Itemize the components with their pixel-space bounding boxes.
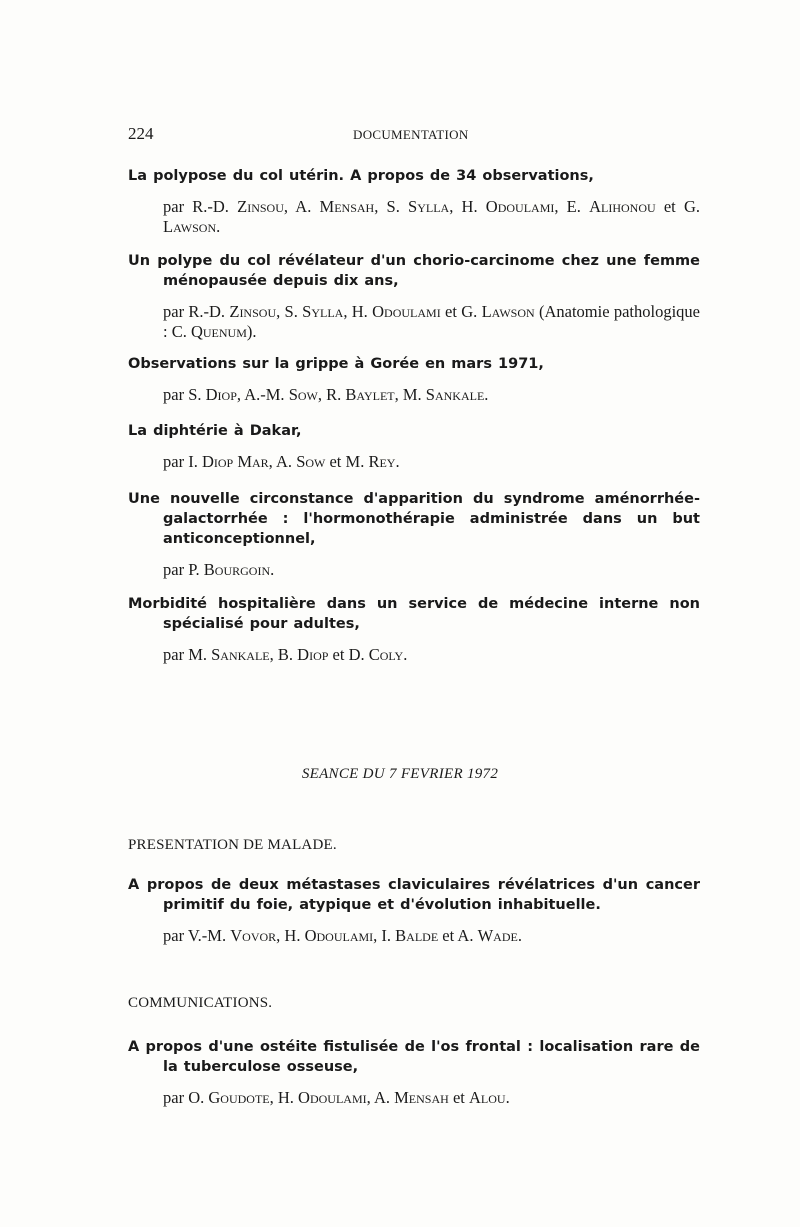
author-text: et M. <box>325 452 369 471</box>
author-name: Baylet <box>345 385 395 404</box>
author-name: Balde <box>395 926 439 945</box>
bibliography-entry <box>128 166 700 237</box>
author-name: Sankale <box>425 385 485 404</box>
entry-authors <box>128 302 700 342</box>
author-text: par R.-D. <box>163 197 238 216</box>
author-text: , A. <box>268 452 297 471</box>
author-text: et D. <box>328 645 369 664</box>
entry-title: Morbidité hospitalière dans un service de médecine interne non spécialisé pour adultes, <box>128 596 700 632</box>
author-name: Sow <box>296 452 326 471</box>
author-text: ). <box>246 322 257 341</box>
page-number: 224 <box>128 124 154 143</box>
author-text: . <box>403 645 408 664</box>
author-text: et G. <box>440 302 482 321</box>
section-heading-communications: COMMUNICATIONS. <box>128 995 273 1011</box>
author-name: Coly <box>368 645 404 664</box>
author-name: Sow <box>288 385 318 404</box>
author-name: Mensah <box>319 197 375 216</box>
session-heading: SEANCE DU 7 FEVRIER 1972 <box>301 766 499 782</box>
author-text: par P. <box>163 560 204 579</box>
bibliography-entry <box>128 594 700 665</box>
author-text: et <box>448 1088 469 1107</box>
author-name: Diop Mar <box>201 452 269 471</box>
bibliography-entry <box>128 251 700 342</box>
author-text: . <box>395 452 400 471</box>
entry-title: A propos de deux métastases claviculaires révélatrices d'un cancer primitif du foie, atypique et d'évolution inhabituelle. <box>128 877 700 913</box>
author-text: par V.-M. <box>163 926 231 945</box>
author-text: et A. <box>438 926 478 945</box>
author-text: , H. <box>343 302 373 321</box>
author-name: Sylla <box>302 302 344 321</box>
author-text: par S. <box>163 385 206 404</box>
author-name: Odoulami <box>298 1088 367 1107</box>
author-name: Quenum <box>190 322 247 341</box>
author-text: par I. <box>163 452 202 471</box>
author-text: . <box>505 1088 510 1107</box>
entry-authors <box>128 452 700 472</box>
author-text: , S. <box>276 302 303 321</box>
entry-title: A propos d'une ostéite fistulisée de l'os frontal : localisation rare de la tuberculose osseuse, <box>128 1039 700 1075</box>
entry-authors <box>128 560 700 580</box>
author-text: par O. <box>163 1088 209 1107</box>
bibliography-entry <box>128 875 700 946</box>
author-name: Bourgoin <box>203 560 271 579</box>
author-text: , R. <box>317 385 346 404</box>
bibliography-entry <box>128 354 700 405</box>
author-text: , A. <box>283 197 320 216</box>
author-name: Diop <box>297 645 329 664</box>
author-name: Alou <box>468 1088 506 1107</box>
author-text: . <box>484 385 489 404</box>
author-name: Goudote <box>208 1088 270 1107</box>
author-text: , M. <box>394 385 426 404</box>
author-text: . <box>517 926 522 945</box>
author-text: , A.-M. <box>236 385 289 404</box>
author-name: Lawson <box>481 302 535 321</box>
author-text: , I. <box>373 926 396 945</box>
author-text: , H. <box>449 197 486 216</box>
author-text: . <box>270 560 275 579</box>
author-name: Odoulami <box>485 197 555 216</box>
author-name: Odoulami <box>304 926 374 945</box>
entry-authors <box>128 385 700 405</box>
author-name: Sylla <box>408 197 450 216</box>
author-text: (Anatomie pathologique : C. <box>163 302 701 341</box>
author-name: Lawson <box>163 217 217 236</box>
entry-authors <box>128 197 700 237</box>
bibliography-entry <box>128 1037 700 1108</box>
entry-title: Observations sur la grippe à Gorée en mars 1971, <box>128 356 544 372</box>
entry-authors <box>128 645 700 665</box>
bibliography-entry <box>128 489 700 580</box>
author-text: , E. <box>554 197 590 216</box>
author-name: Alihonou <box>589 197 656 216</box>
author-name: Odoulami <box>372 302 441 321</box>
author-text: , B. <box>269 645 298 664</box>
entry-authors <box>128 1088 700 1108</box>
entry-title: Un polype du col révélateur d'un chorio-carcinome chez une femme ménopausée depuis dix ans, <box>128 253 700 289</box>
author-name: Zinsou <box>237 197 284 216</box>
author-text: . <box>216 217 221 236</box>
entry-title: La diphtérie à Dakar, <box>128 423 302 439</box>
author-text: par M. <box>163 645 212 664</box>
author-name: Rey <box>368 452 396 471</box>
author-text: et G. <box>655 197 700 216</box>
author-name: Zinsou <box>229 302 277 321</box>
author-name: Diop <box>205 385 237 404</box>
author-text: , H. <box>269 1088 299 1107</box>
entry-authors <box>128 926 700 946</box>
entry-title: Une nouvelle circonstance d'apparition du syndrome aménorrhée-galactorrhée : l'hormonothérapie administrée dans un but anticonceptionnel, <box>128 491 700 547</box>
author-name: Sankale <box>211 645 270 664</box>
author-text: par R.-D. <box>163 302 230 321</box>
author-text: , A. <box>366 1088 395 1107</box>
author-text: , H. <box>276 926 305 945</box>
entry-title: La polypose du col utérin. A propos de 34 observations, <box>128 168 594 184</box>
author-name: Mensah <box>394 1088 449 1107</box>
author-text: , S. <box>374 197 409 216</box>
author-name: Wade <box>477 926 518 945</box>
author-name: Vovor <box>230 926 277 945</box>
section-heading-presentation: PRESENTATION DE MALADE. <box>128 837 337 853</box>
bibliography-entry <box>128 421 700 472</box>
running-title: DOCUMENTATION <box>353 127 469 142</box>
